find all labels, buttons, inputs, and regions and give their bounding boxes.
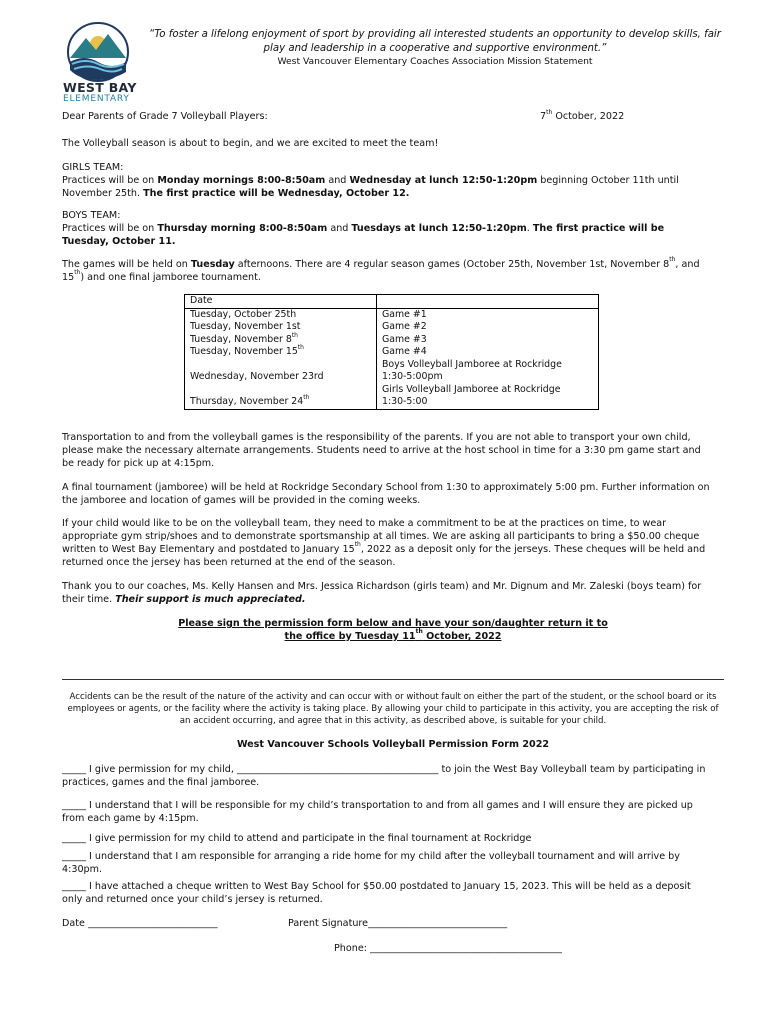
table-header-row — [185, 295, 599, 309]
logo-subtitle: ELEMENTARY — [63, 94, 130, 104]
logo-title: WEST BAY — [63, 80, 137, 95]
boys-team-heading: BOYS TEAM: — [62, 210, 121, 221]
table-header-date: Date — [185, 295, 377, 309]
thanks-text: Thank you to our coaches, Ms. Kelly Hansen and Mrs. Jessica Richardson (girls team) and Mr. Dignum and Mr. Zaleski (boys team) for their time. Their support is much appreciated. — [62, 581, 702, 605]
form-item-3[interactable]: _____ I give permission for my child to attend and participate in the final tournament at Rockridge — [62, 833, 532, 844]
date-field[interactable]: Date ___________________________ — [62, 918, 218, 929]
girls-team-section — [62, 161, 712, 200]
girls-team-text: Practices will be on Monday mornings 8:00-8:50am and Wednesday at lunch 12:50-1:20pm beginning October 11th until November 25th. The first practice will be Wednesday, October 12. — [62, 175, 679, 199]
divider — [62, 679, 724, 680]
mission-source: West Vancouver Elementary Coaches Association Mission Statement — [277, 56, 593, 67]
schedule-table — [184, 294, 599, 410]
transport-text: Transportation to and from the volleyball games is the responsibility of the parents. If you are not able to transport your own child, please make the necessary alternate arrangements. Students need to arrive at the host school in time for a 3:30 pm game start and be ready for pick up at 4:15pm. — [62, 432, 701, 469]
form-item-2[interactable]: _____ I understand that I will be responsible for my child’s transportation to and from all games and I will ensure they are picked up from each game by 4:15pm. — [62, 800, 693, 824]
table-row — [185, 308, 599, 409]
table-header-game — [377, 295, 599, 309]
salutation: Dear Parents of Grade 7 Volleyball Players: — [62, 111, 268, 122]
schedule-date-cell: Tuesday, October 25th Tuesday, November 1st Tuesday, November 8th Tuesday, November 15th Wednesday, November 23rd Thursday, November 24th — [185, 308, 377, 409]
commitment-text: If your child would like to be on the volleyball team, they need to make a commitment to be at the practices on time, to wear appropriate gym strip/shoes and to demonstrate sportsmanship at all times. We are asking all participants to bring a $50.00 cheque written to West Bay Elementary and postdated to January 15th, 2022 as a deposit only for the jerseys. These cheques will be held and returned once the jersey has been returned at the end of the season. — [62, 518, 706, 568]
tournament-text: A final tournament (jamboree) will be held at Rockridge Secondary School from 1:30 to approximately 5:00 pm. Further information on the jamboree and location of games will be provided in the coming weeks. — [62, 482, 710, 506]
games-text: The games will be held on Tuesday afternoons. There are 4 regular season games (October 25th, November 1st, November 8th, and 15th) and one final jamboree tournament. — [62, 256, 700, 283]
intro-text: The Volleyball season is about to begin, and we are excited to meet the team! — [62, 138, 439, 149]
girls-team-heading: GIRLS TEAM: — [62, 162, 124, 173]
phone-field[interactable]: Phone: ________________________________________ — [334, 943, 562, 954]
letter-date: 7th October, 2022 — [540, 109, 625, 122]
boys-team-section — [62, 209, 712, 248]
form-item-4[interactable]: _____ I understand that I am responsible for arranging a ride home for my child after the volleyball tournament and will arrive by 4:30pm. — [62, 851, 680, 875]
parent-signature-field[interactable]: Parent Signature_____________________________ — [288, 918, 508, 929]
form-title: West Vancouver Schools Volleyball Permission Form 2022 — [236, 739, 550, 750]
mission-quote: “To foster a lifelong enjoyment of sport by providing all interested students an opportunity to develop skills, fair play and leadership in a cooperative and supportive environment.” — [149, 29, 721, 54]
disclaimer-text: Accidents can be the result of the nature of the activity and can occur with or without fault on either the part of the student, or the school board or its employees or agents, or the facility where the activity is taking place. By allowing your child to participate in this activity, you are accepting the risk of an accident occurring, and agree that in this activity, as described above, is suitable for your child. — [67, 692, 719, 726]
form-item-1[interactable]: _____ I give permission for my child, __________________________________________ to join the West Bay Volleyball team by participating in practices, games and the final jamboree. — [62, 764, 706, 788]
form-item-5[interactable]: _____ I have attached a cheque written to West Bay School for $50.00 postdated to January 15, 2023. This will be held as a deposit only and returned once your child’s jersey is returned. — [62, 881, 691, 905]
return-note: Please sign the permission form below and have your son/daughter return it to the office by Tuesday 11th October, 2022 — [178, 618, 608, 642]
schedule-game-cell: Game #1 Game #2 Game #3 Game #4 Boys Volleyball Jamboree at Rockridge 1:30-5:00pm Girls Volleyball Jamboree at Rockridge 1:30-5:00 — [377, 308, 599, 409]
boys-team-text: Practices will be on Thursday morning 8:00-8:50am and Tuesdays at lunch 12:50-1:20pm. The first practice will be Tuesday, October 11. — [62, 223, 665, 247]
